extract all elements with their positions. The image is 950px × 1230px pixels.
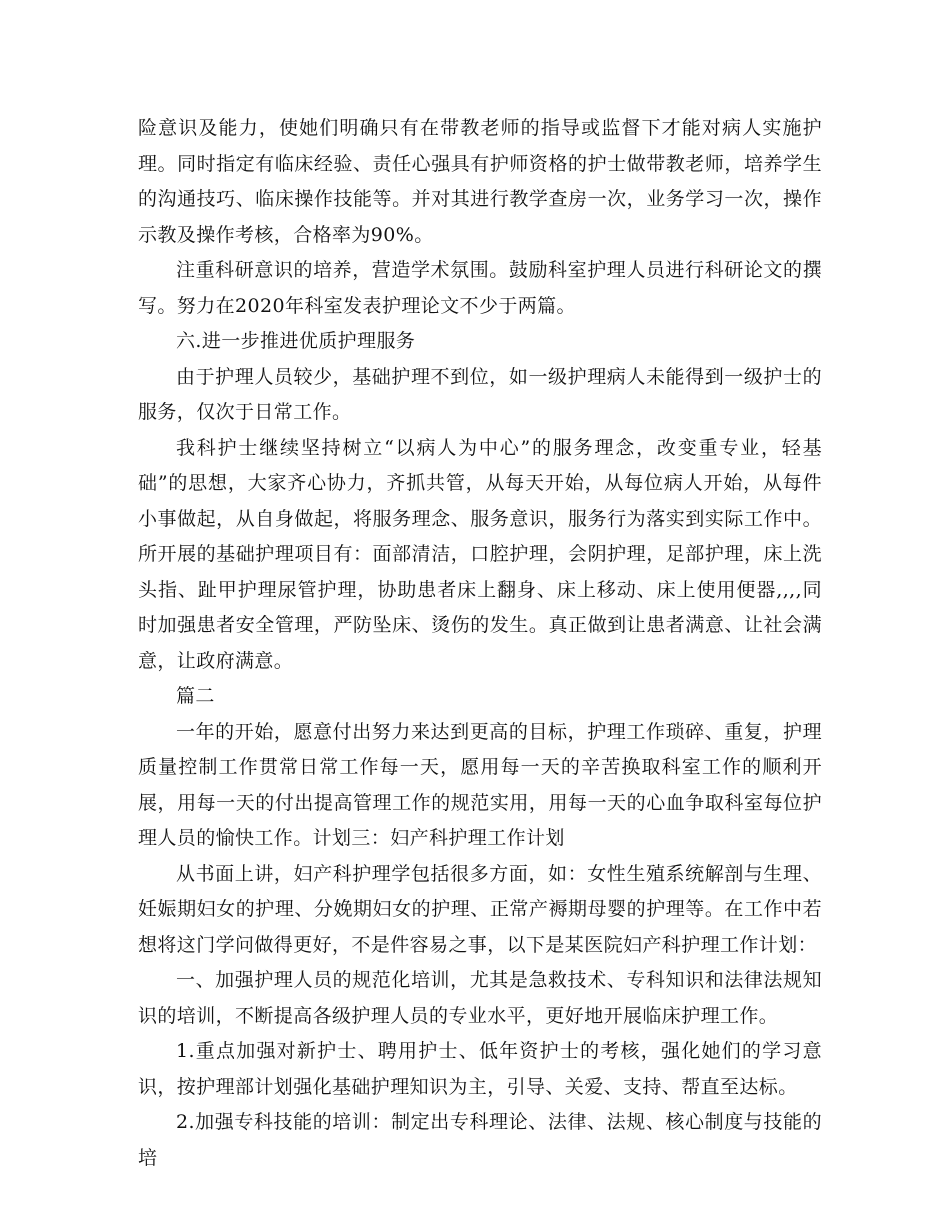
paragraph-10: 1.重点加强对新护士、聘用护士、低年资护士的考核，强化她们的学习意识，按护理部计划强化基础护理知识为主，引导、关爱、支持、帮直至达标。	[138, 1040, 822, 1098]
paragraph-5: 我科护士继续坚持树立“以病人为中心”的服务理念，改变重专业，轻基础”的思想，大家齐心协力，齐抓共管，从每天开始，从每位病人开始，从每件小事做起，从自身做起，将服务理念、服务意识，服务行为落实到实际工作中。所开展的基础护理项目有：面部清洁，口腔护理，会阴护理，足部护理，床上洗头指、趾甲护理尿管护理，协助患者床上翻身、床上移动、床上使用便器,,,,同时加强患者安全管理，严防坠床、烫伤的发生。真正做到让患者满意、让社会满意，让政府满意。	[138, 436, 822, 672]
paragraph-2: 注重科研意识的培养，营造学术氛围。鼓励科室护理人员进行科研论文的撰写。努力在2020年科室发表护理论文不少于两篇。	[138, 259, 822, 317]
section-heading-six: 六.进一步推进优质护理服务	[176, 330, 416, 352]
paragraph-9: 一、加强护理人员的规范化培训，尤其是急救技术、专科知识和法律法规知识的培训，不断提高各级护理人员的专业水平，更好地开展临床护理工作。	[138, 969, 822, 1027]
paragraph-11: 2.加强专科技能的培训：制定出专科理论、法律、法规、核心制度与技能的培	[138, 1111, 822, 1169]
paragraph-4: 由于护理人员较少，基础护理不到位，如一级护理病人未能得到一级护士的服务，仅次于日常工作。	[138, 365, 822, 423]
document-body	[138, 111, 822, 1176]
paragraph-7: 一年的开始，愿意付出努力来达到更高的目标，护理工作琐碎、重复，护理质量控制工作贯常日常工作每一天，愿用每一天的辛苦换取科室工作的顺利开展，用每一天的付出提高管理工作的规范实用，用每一天的心血争取科室每位护理人员的愉快工作。计划三：妇产科护理工作计划	[138, 720, 822, 849]
section-heading-part-two: 篇二	[176, 685, 215, 707]
paragraph-1: 险意识及能力，使她们明确只有在带教老师的指导或监督下才能对病人实施护理。同时指定有临床经验、责任心强具有护师资格的护士做带教老师，培养学生的沟通技巧、临床操作技能等。并对其进行教学查房一次，业务学习一次，操作示教及操作考核，合格率为90%。	[138, 117, 822, 246]
paragraph-8: 从书面上讲，妇产科护理学包括很多方面，如：女性生殖系统解剖与生理、妊娠期妇女的护理、分娩期妇女的护理、正常产褥期母婴的护理等。在工作中若想将这门学问做得更好，不是件容易之事，以下是某医院妇产科护理工作计划：	[138, 862, 822, 956]
